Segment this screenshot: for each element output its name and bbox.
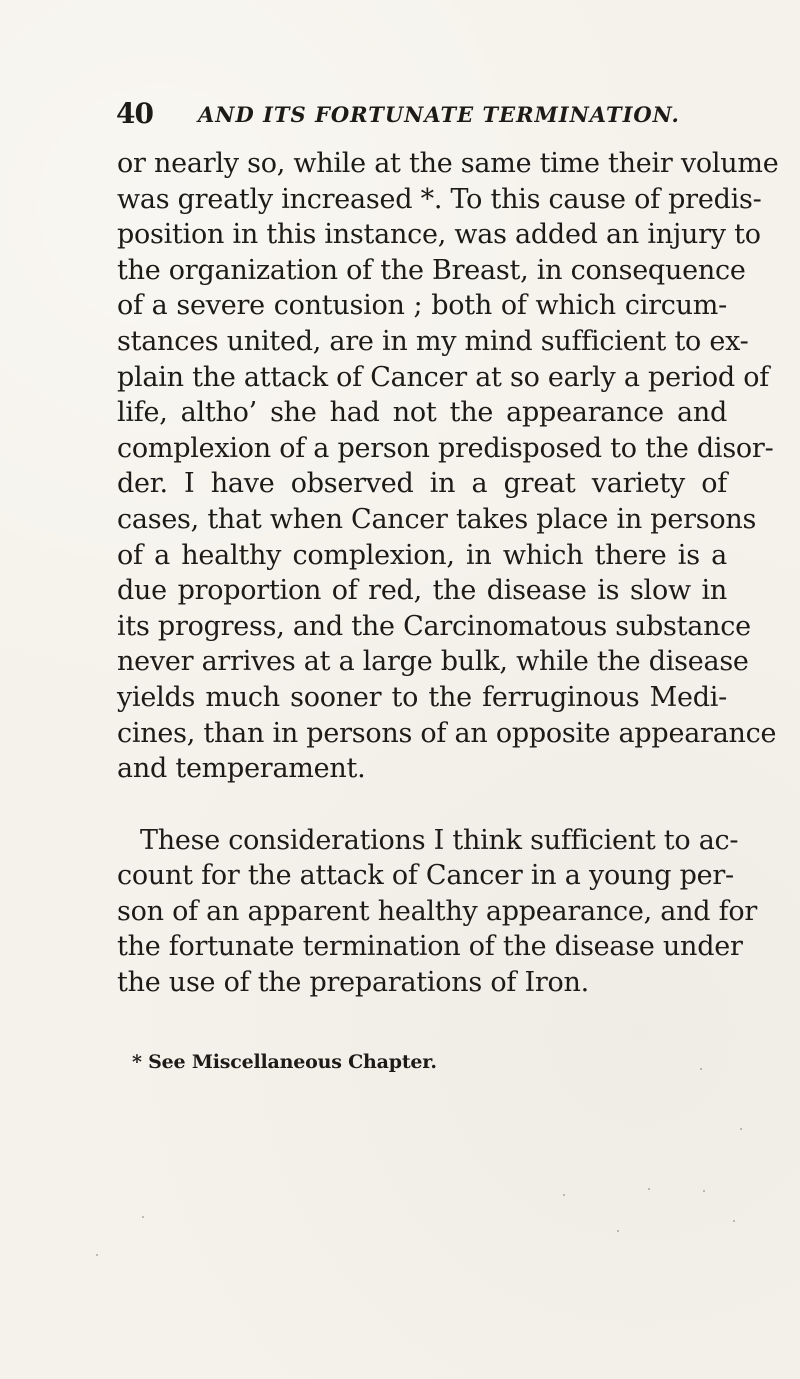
- text-line: never arrives at a large bulk, while the disease: [117, 646, 749, 678]
- text-line: or nearly so, while at the same time their volume: [117, 148, 779, 179]
- text-line: son of an apparent healthy appearance, and for: [117, 895, 758, 927]
- paper-speck: [700, 1068, 702, 1070]
- footnote: * See Miscellaneous Chapter.: [132, 1051, 437, 1073]
- text-line: cases, that when Cancer takes place in persons: [117, 503, 757, 535]
- text-line: cines, than in persons of an opposite appearance: [117, 717, 777, 749]
- paper-speck: [563, 1194, 565, 1196]
- text-line: the use of the preparations of Iron.: [117, 967, 589, 999]
- text-line: complexion of a person predisposed to the disor-: [117, 432, 774, 464]
- text-line: position in this instance, was added an injury to: [117, 219, 761, 251]
- paragraph-1: [117, 146, 779, 787]
- text-line: plain the attack of Cancer at so early a period of: [117, 361, 769, 393]
- paragraph-2: [117, 823, 758, 1001]
- paper-speck: [96, 1254, 98, 1256]
- text-line: of a healthy complexion, in which there is a: [117, 539, 727, 571]
- text-line: count for the attack of Cancer in a young per-: [117, 860, 734, 892]
- paper-speck: [617, 1230, 619, 1232]
- text-line: and temperament.: [117, 753, 366, 785]
- running-head: AND ITS FORTUNATE TERMINATION.: [198, 102, 680, 127]
- text-line: of a severe contusion ; both of which circum-: [117, 290, 727, 322]
- paper-speck: [142, 1216, 144, 1218]
- paper-speck: [733, 1220, 735, 1222]
- page-number: 40: [116, 97, 153, 130]
- text-line: the fortunate termination of the disease under: [117, 931, 743, 963]
- text-line: was greatly increased *. To this cause of predis-: [117, 183, 762, 215]
- text-line: due proportion of red, the disease is slow in: [117, 575, 727, 607]
- text-line: life, altho’ she had not the appearance and: [117, 397, 727, 429]
- page-header: [116, 98, 716, 134]
- text-line: its progress, and the Carcinomatous substance: [117, 610, 751, 642]
- paper-speck: [740, 1128, 742, 1130]
- text-line: These considerations I think sufficient to ac-: [140, 824, 739, 856]
- text-line: stances united, are in my mind sufficient to ex-: [117, 325, 749, 357]
- paper-speck: [648, 1188, 650, 1190]
- text-line: yields much sooner to the ferruginous Medi-: [117, 681, 727, 713]
- text-line: the organization of the Breast, in consequence: [117, 254, 746, 286]
- body-text: [117, 146, 779, 1001]
- paragraph-gap: [117, 787, 727, 823]
- text-line: der. I have observed in a great variety of: [117, 468, 727, 500]
- paper-speck: [703, 1190, 705, 1192]
